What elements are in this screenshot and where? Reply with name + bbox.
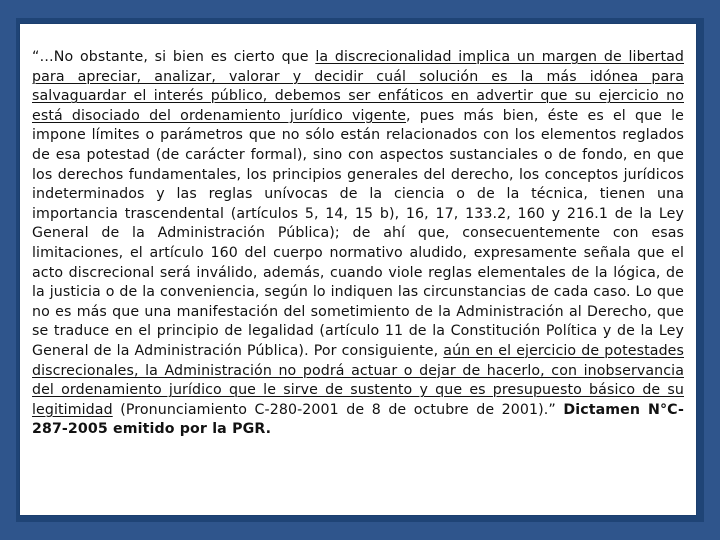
quote-paragraph (32, 48, 684, 440)
quote-opening-text: “…No obstante, si bien es cierto que (32, 49, 316, 65)
quote-card (20, 24, 696, 515)
underlined-legality-statement: aún en el ejercicio de potestades discrecionales, la Administración no podrá actuar o dejar de hacerlo, con inobservancia del ordenamiento jurídico que le sirve de sustento y que es presupuesto básico de su legitimidad (32, 342, 684, 418)
pronouncement-citation: (Pronunciamiento C-280-2001 de 8 de octubre de 2001).” (112, 401, 564, 418)
dictamen-reference: Dictamen N°C-287-2005 emitido por la PGR. (32, 401, 684, 438)
quote-body-text: , pues más bien, éste es el que le impone límites o parámetros que no sólo están relacionados con los elementos reglados de esa potestad (de carácter formal), sino con aspectos sustanciales o de fondo, en que los derechos fundamentales, los principios generales del derecho, los conceptos jurídicos indeterminados y las reglas unívocas de la ciencia o de la técnica, tienen una importancia trascendental (artículos 5, 14, 15 b), 16, 17, 133.2, 160 y 216.1 de la Ley General de la Administración Pública); de ahí que, consecuentemente con esas limitaciones, el artículo 160 del cuerpo normativo aludido, expresamente señala que el acto discrecional será inválido, además, cuando viole reglas elementales de la lógica, de la justicia o de la conveniencia, según lo indiquen las circunstancias de cada caso. Lo que no es más que una manifestación del sometimiento de la Administración al Derecho, que se traduce en el principio de legalidad (artículo 11 de la Constitución Política y de la Ley General de la Administración Pública). Por consiguiente, (32, 107, 684, 359)
underlined-discretion-statement: la discrecionalidad implica un margen de libertad para apreciar, analizar, valorar y decidir cuál solución es la más idónea para salvaguardar el interés público, debemos ser enfáticos en advertir que su ejercicio no está disociado del ordenamiento jurídico vigente (32, 49, 685, 124)
